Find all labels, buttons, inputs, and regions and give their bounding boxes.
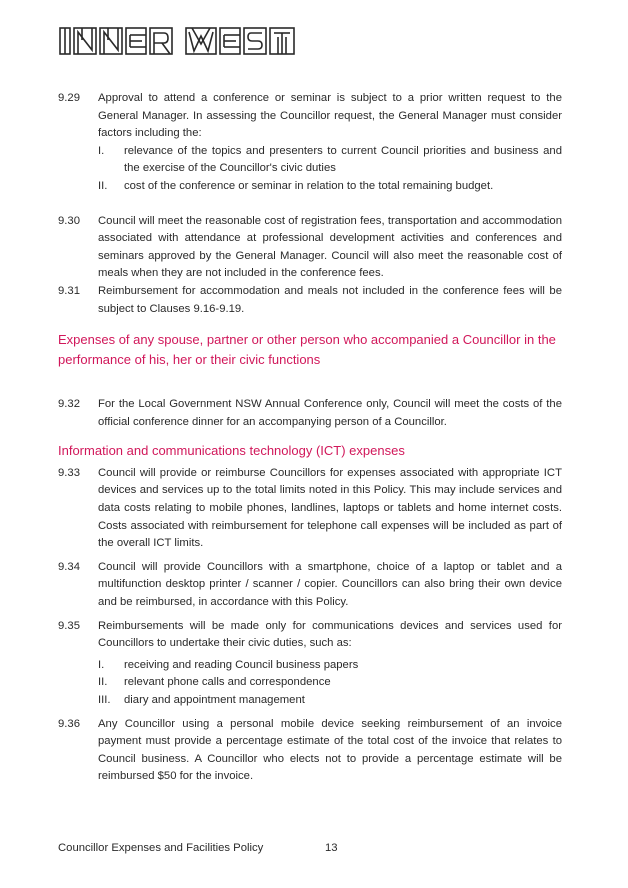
list-item-text: relevance of the topics and presenters to current Council priorities and business and the exercise of the Councillor's civic duties: [124, 144, 562, 175]
clause-number: 9.32: [58, 398, 80, 411]
list-item-text: cost of the conference or seminar in relation to the total remaining budget.: [124, 179, 494, 192]
list-item-text: diary and appointment management: [124, 693, 305, 706]
list-item-number: I.: [98, 144, 105, 157]
clause-9-35: [58, 618, 562, 710]
list-item: [98, 692, 562, 710]
clause-9-31: [58, 283, 562, 318]
clause-9-29: [58, 90, 562, 196]
list-item-number: III.: [98, 693, 111, 706]
clause-text: Approval to attend a conference or seminar is subject to a prior written request to the General Manager. In assessing the Councillor request, the General Manager must consider factors including the:: [98, 92, 562, 140]
list-item-number: II.: [98, 179, 108, 192]
clause-number: 9.35: [58, 619, 80, 632]
list-item-number: I.: [98, 658, 105, 671]
section-heading-ict-expenses: Information and communications technology (ICT) expenses: [58, 443, 405, 459]
clause-9-34: [58, 559, 562, 612]
section-heading-spouse-expenses: Expenses of any spouse, partner or other person who accompanied a Councillor in the performance of his, her or their civic functions: [58, 332, 556, 367]
list-item: [98, 674, 562, 692]
clause-9-33: [58, 465, 562, 553]
clause-number: 9.33: [58, 466, 80, 479]
inner-west-logo: [58, 24, 298, 58]
clause-number: 9.29: [58, 92, 80, 104]
clause-text: For the Local Government NSW Annual Conference only, Council will meet the costs of the official conference dinner for an accompanying person of a Councillor.: [98, 398, 562, 428]
list-item: [98, 657, 562, 675]
list-item-number: II.: [98, 676, 108, 689]
list-item-text: receiving and reading Council business papers: [124, 658, 359, 671]
clause-number: 9.34: [58, 560, 80, 573]
clause-text: Reimbursement for accommodation and meals not included in the conference fees will be subject to Clauses 9.16-9.19.: [98, 284, 562, 315]
clause-text: Reimbursements will be made only for communications devices and services used for Councillors to undertake their civic duties, such as:: [98, 619, 562, 650]
page-number: 13: [325, 842, 338, 854]
clause-text: Council will provide or reimburse Councillors for expenses associated with appropriate ICT devices and services up to the total limits noted in this Policy. This may include services and data costs relating to mobile phones, landlines, laptops or tablets and home internet costs. Costs associated with reimbursement for telephone call expenses will be included as part of the overall ICT limits.: [98, 466, 562, 550]
clause-number: 9.36: [58, 717, 80, 730]
clause-9-30: [58, 213, 562, 283]
clause-text: Council will meet the reasonable cost of registration fees, transportation and accommodation associated with attendance at professional development activities and conferences and seminars approved by the General Manager. Council will also meet the reasonable cost of meals when they are not included in the conference fees.: [98, 214, 562, 280]
policy-content: [58, 90, 562, 786]
list-item-text: relevant phone calls and correspondence: [124, 676, 331, 689]
clause-number: 9.31: [58, 284, 80, 297]
clause-9-32: [58, 396, 562, 431]
list-item: [98, 143, 562, 178]
clause-text: Any Councillor using a personal mobile device seeking reimbursement of an invoice payment must provide a percentage estimate of the total cost of the invoice that relates to Council business. A Councillor who elects not to provide a percentage estimate will be reimbursed $50 for the invoice.: [98, 717, 562, 783]
list-item: [98, 178, 562, 196]
clause-9-36: [58, 716, 562, 786]
clause-text: Council will provide Councillors with a smartphone, choice of a laptop or tablet and a multifunction desktop printer / scanner / copier. Councillors can also bring their own device and be reimbursed, in accordance with this Policy.: [98, 560, 562, 608]
footer-title: Councillor Expenses and Facilities Policy: [58, 842, 264, 854]
clause-number: 9.30: [58, 214, 80, 227]
